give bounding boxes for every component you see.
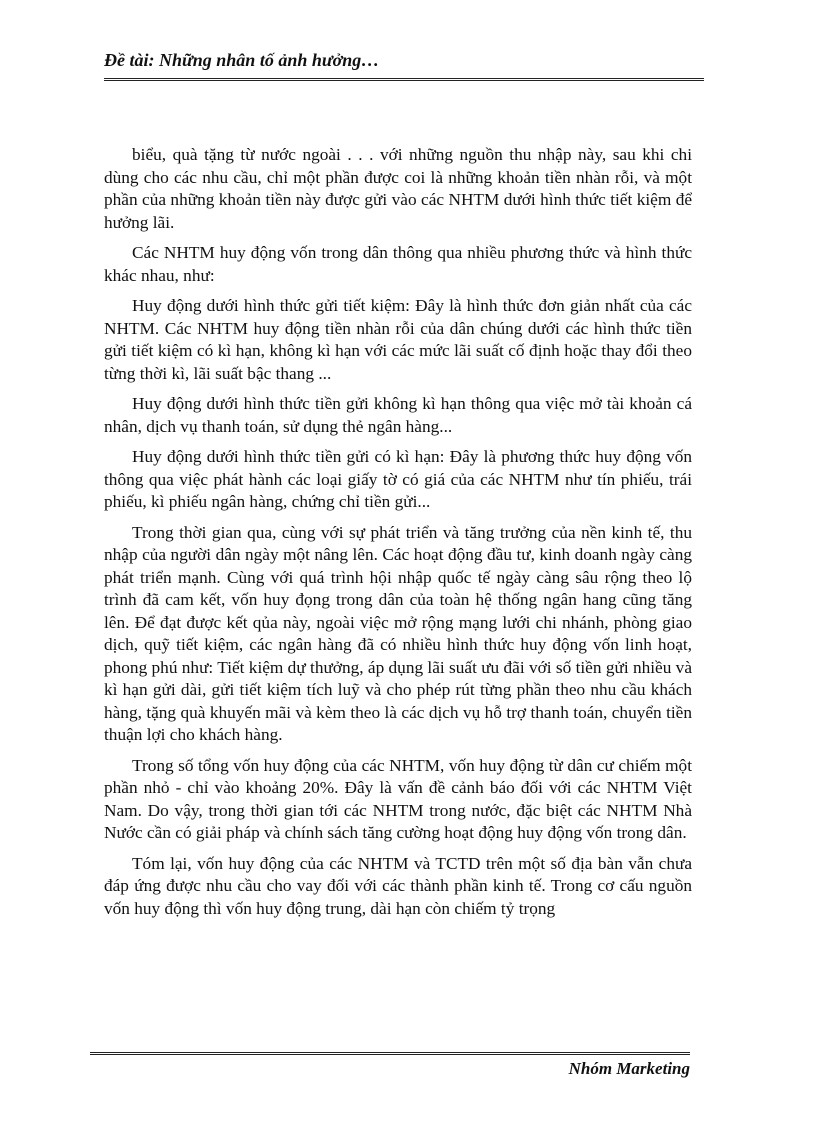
document-body xyxy=(104,144,692,928)
paragraph: Trong thời gian qua, cùng với sự phát triển và tăng trưởng của nền kinh tế, thu nhập của người dân ngày một nâng lên. Các hoạt động đầu tư, kinh doanh ngày càng phát triển mạnh. Cùng với quá trình hội nhập quốc tế ngày càng sâu rộng theo lộ trình đã cam kết, vốn huy đọng trong dân của toàn hệ thống ngân hang cũng tăng lên. Để đạt được kết qủa này, ngoài việc mở rộng mạng lưới chi nhánh, phòng giao dịch, quỹ tiết kiệm, các ngân hàng đã có nhiều hình thức huy động vốn linh hoạt, phong phú như: Tiết kiệm dự thưởng, áp dụng lãi suất ưu đãi với số tiền gửi nhiều và kì hạn gửi dài, gửi tiết kiệm tích luỹ và cho phép rút từng phần theo nhu cầu khách hàng, tặng quà khuyến mãi và kèm theo là các dịch vụ hỗ trợ thanh toán, chuyển tiền thuận lợi cho khách hàng. xyxy=(104,522,692,744)
footer-text: Nhóm Marketing xyxy=(568,1059,690,1078)
header-title: Đề tài: Những nhân tố ảnh hưởng… xyxy=(104,50,380,70)
paragraph: Huy động dưới hình thức gửi tiết kiệm: Đây là hình thức đơn giản nhất của các NHTM. Các NHTM huy động tiền nhàn rỗi của dân chúng dưới các hình thức tiền gửi tiết kiệm có kì hạn, không kì hạn với các mức lãi suất cố định hoặc thay đổi theo từng thời kì, lãi suất bậc thang ... xyxy=(104,296,692,383)
paragraph: Huy động dưới hình thức tiền gửi không kì hạn thông qua việc mở tài khoản cá nhân, dịch vụ thanh toán, sử dụng thẻ ngân hàng... xyxy=(104,394,692,436)
page-header xyxy=(104,50,704,81)
paragraph: biểu, quà tặng từ nước ngoài . . . với những nguồn thu nhập này, sau khi chi dùng cho các nhu cầu, chỉ một phần được coi là những khoản tiền nhàn rỗi, và một phần của những khoản tiền này được gửi vào các NHTM dưới hình thức tiết kiệm để hưởng lãi. xyxy=(104,145,692,232)
page-footer xyxy=(90,1052,690,1079)
paragraph: Tóm lại, vốn huy động của các NHTM và TCTD trên một số địa bàn vẫn chưa đáp ứng được nhu cầu cho vay đối với các thành phần kinh tế. Trong cơ cấu nguồn vốn huy động thì vốn huy động trung, dài hạn còn chiếm tỷ trọng xyxy=(104,853,692,918)
paragraph: Trong số tổng vốn huy động của các NHTM, vốn huy động từ dân cư chiếm một phần nhỏ - chỉ vào khoảng 20%. Đây là vấn đề cảnh báo đối với các NHTM Việt Nam. Do vậy, trong thời gian tới các NHTM trong nước, đặc biệt các NHTM Nhà Nước cần có giải pháp và chính sách tăng cường hoạt động huy động vốn trong dân. xyxy=(104,755,692,842)
paragraph: Huy động dưới hình thức tiền gửi có kì hạn: Đây là phương thức huy động vốn thông qua việc phát hành các loại giấy tờ có giá của các NHTM như tín phiếu, trái phiếu, kì phiếu ngân hàng, chứng chỉ tiền gửi... xyxy=(104,447,692,511)
paragraph: Các NHTM huy động vốn trong dân thông qua nhiều phương thức và hình thức khác nhau, như: xyxy=(104,243,692,285)
